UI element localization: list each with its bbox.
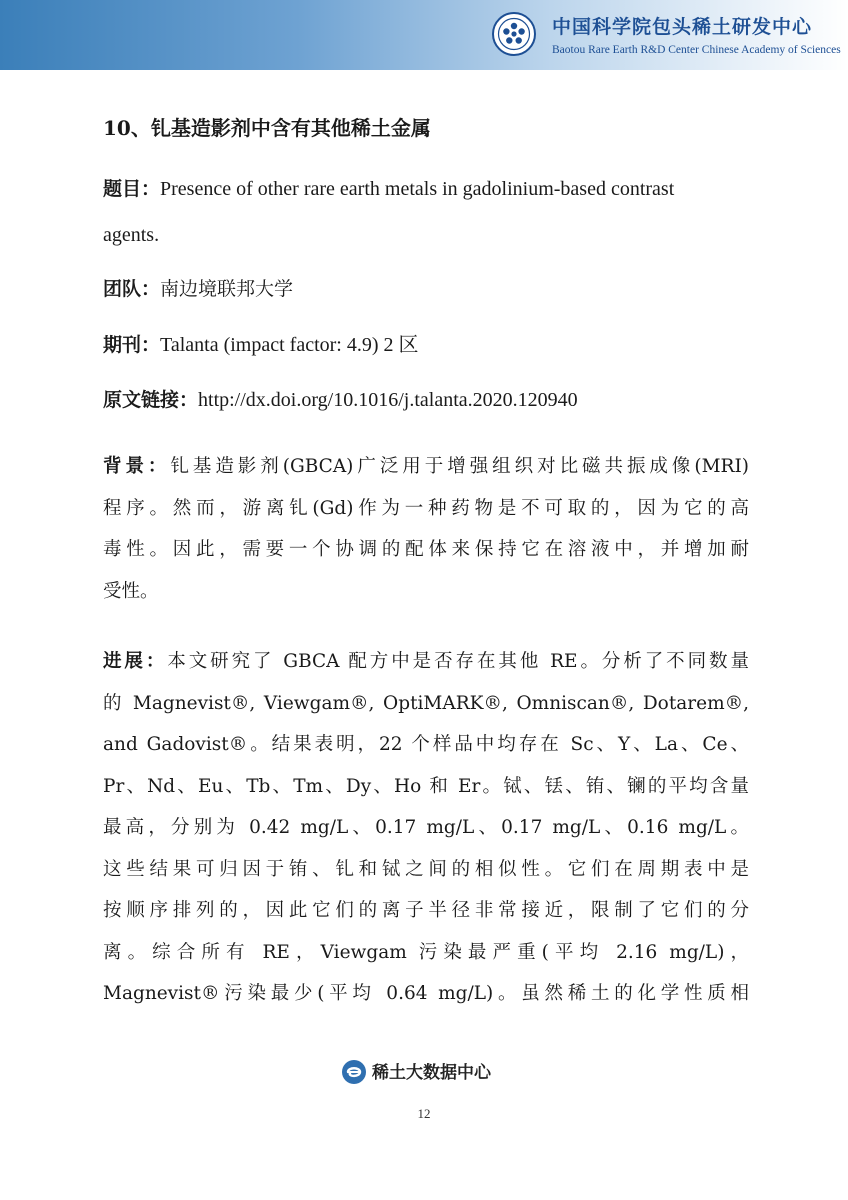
- link-label: 原文链接：: [103, 389, 199, 411]
- progress-line: Pr、Nd、Eu、Tb、Tm、Dy、Ho 和 Er。铽、铥、铕、镧的平均含量: [103, 776, 749, 797]
- background-label: 背景：: [103, 456, 171, 477]
- progress-line: 最高，分别为 0.42 mg/L、0.17 mg/L、0.17 mg/L、0.16 mg/L。: [103, 817, 749, 838]
- background-line: 受性。: [103, 581, 159, 602]
- topic-row-continued: [103, 212, 749, 258]
- topic-line-2: agents.: [103, 224, 160, 246]
- team-row: [103, 266, 749, 312]
- journal-row: [103, 322, 749, 368]
- cas-emblem-logo: [492, 12, 536, 56]
- big-data-center-logo-icon: [341, 1059, 367, 1085]
- page-number: 12: [417, 1106, 431, 1121]
- progress-line: 进展：本文研究了 GBCA 配方中是否存在其他 RE。分析了不同数量: [103, 651, 749, 672]
- topic-line-1: Presence of other rare earth metals in gadolinium-based contrast: [160, 178, 675, 200]
- progress-line: 这些结果可归因于铕、钆和铽之间的相似性。它们在周期表中是: [103, 859, 749, 880]
- team-label: 团队：: [103, 278, 161, 300]
- background-line: 背景：钆基造影剂(GBCA)广泛用于增强组织对比磁共振成像(MRI): [103, 456, 749, 477]
- progress-label: 进展：: [103, 651, 168, 672]
- link-row: [103, 377, 749, 423]
- article-title: 10、钆基造影剂中含有其他稀土金属: [103, 116, 431, 140]
- progress-line: and Gadovist®。结果表明，22 个样品中均存在 Sc、Y、La、Ce、: [103, 734, 749, 755]
- journal-value: Talanta (impact factor: 4.9) 2 区: [160, 334, 419, 356]
- topic-label: 题目：: [103, 178, 161, 200]
- background-line: 程序。然而，游离钆(Gd)作为一种药物是不可取的，因为它的高: [103, 498, 749, 519]
- progress-line: 离。综合所有 RE，Viewgam 污染最严重(平均 2.16 mg/L)，: [103, 942, 749, 963]
- institution-name-en: Baotou Rare Earth R&D Center Chinese Academy of Sciences: [552, 44, 841, 56]
- footer-center-name: 稀土大数据中心: [372, 1063, 491, 1083]
- source-link[interactable]: http://dx.doi.org/10.1016/j.talanta.2020.120940: [198, 389, 578, 411]
- topic-row: [103, 166, 749, 212]
- journal-label: 期刊：: [103, 334, 161, 356]
- progress-line: 的 Magnevist®, Viewgam®, OptiMARK®, Omniscan®, Dotarem®,: [103, 693, 749, 714]
- institution-name-cn: 中国科学院包头稀土研发中心: [552, 16, 813, 38]
- progress-line: 按顺序排列的，因此它们的离子半径非常接近，限制了它们的分: [103, 900, 749, 921]
- team-value: 南边境联邦大学: [160, 278, 294, 300]
- background-line: 毒性。因此，需要一个协调的配体来保持它在溶液中，并增加耐: [103, 539, 749, 560]
- progress-line: Magnevist®污染最少(平均 0.64 mg/L)。虽然稀土的化学性质相: [103, 983, 749, 1004]
